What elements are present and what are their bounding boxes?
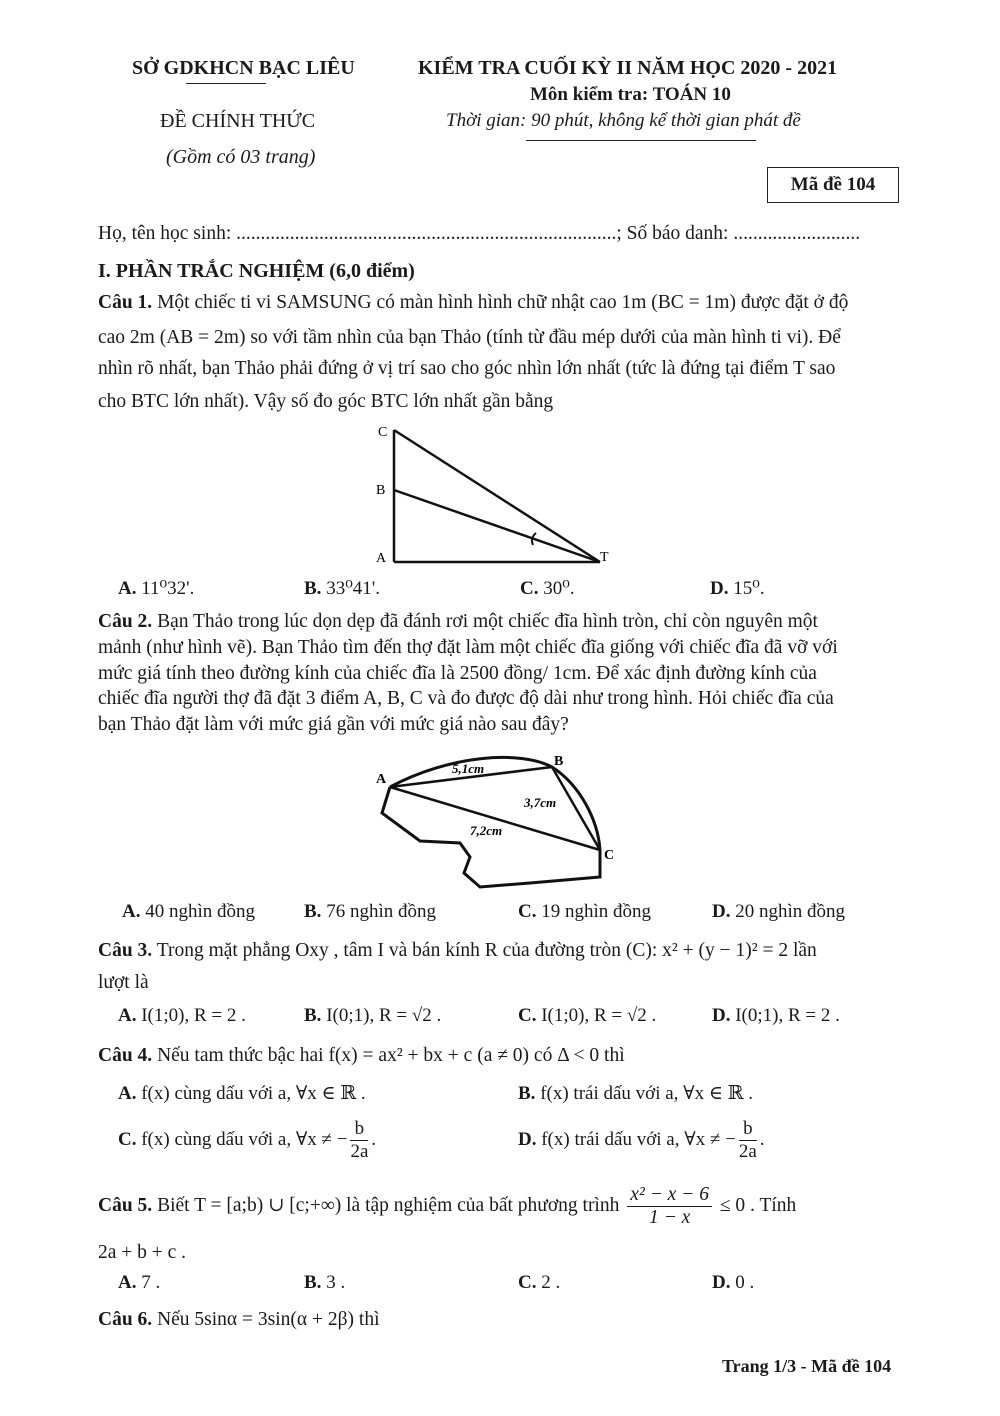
exam-subject: Môn kiểm tra: TOÁN 10 [530, 84, 731, 105]
q2-line-4: chiếc đĩa người thợ đã đặt 3 điểm A, B, C và đo được độ dài như trong hình. Hỏi chiếc đĩa của [98, 688, 834, 709]
q4-d-frac-den: 2a [738, 1141, 757, 1162]
q5-line-1 [98, 1184, 898, 1229]
q3-label: Câu 3. [98, 940, 153, 961]
q1-option-a: A. 11⁰32'. [118, 578, 195, 599]
q3-line-1 [98, 938, 898, 964]
q3-option-c: C. I(1;0), R = √2 . [518, 1005, 657, 1026]
q1-point-a: A [376, 551, 387, 566]
q2-point-c: C [604, 848, 615, 863]
page-footer: Trang 1/3 - Mã đề 104 [722, 1356, 892, 1376]
exam-code-box: Mã đề 104 [767, 167, 899, 203]
q6-text-1: Nếu 5sinα = 3sin(α + 2β) thì [157, 1309, 380, 1330]
q2-option-b: B. 76 nghìn đồng [304, 901, 436, 922]
q2-point-b: B [554, 754, 564, 769]
exam-title: KIỂM TRA CUỐI KỲ II NĂM HỌC 2020 - 2021 [418, 57, 838, 79]
q5-option-c: C. 2 . [518, 1272, 561, 1293]
q1-line-1 [98, 290, 898, 316]
q4-option-c: C. f(x) cùng dấu với a, ∀x ≠ − $\frac{b}{2a}$ . [118, 1118, 377, 1162]
q1-point-b: B [376, 483, 386, 498]
q5-line-2: 2a + b + c . [98, 1242, 187, 1263]
q2-length-ac: 7,2cm [470, 823, 503, 838]
q1-option-c: C. 30⁰. [520, 578, 575, 599]
q5-text-2: ≤ 0 . Tính [719, 1194, 797, 1216]
q2-figure [360, 745, 640, 895]
q2-option-d: D. 20 nghìn đồng [712, 901, 846, 922]
q4-c-frac-num: b [350, 1118, 368, 1141]
q1-option-b: B. 33⁰41'. [304, 578, 380, 599]
q2-text-1: Bạn Thảo trong lúc dọn dẹp đã đánh rơi một chiếc đĩa hình tròn, chỉ còn nguyên một [157, 611, 818, 632]
q3-line-2: lượt là [98, 972, 149, 993]
q3-option-a: A. I(1;0), R = 2 . [118, 1005, 246, 1026]
q1-figure [360, 420, 620, 580]
q4-option-b: B. f(x) trái dấu với a, ∀x ∈ ℝ . [518, 1083, 754, 1104]
official-label: ĐỀ CHÍNH THỨC [160, 110, 316, 132]
q2-line-5: bạn Thảo đặt làm với mức giá gần với mức giá nào sau đây? [98, 714, 569, 735]
q4-option-d: D. f(x) trái dấu với a, ∀x ≠ − $\frac{b}{2a}$ . [518, 1118, 765, 1162]
section-title: I. PHẦN TRẮC NGHIỆM (6,0 điểm) [98, 260, 415, 282]
q2-line-1 [98, 609, 898, 635]
q2-point-a: A [376, 772, 387, 787]
q5-frac-num: x² − x − 6 [627, 1184, 712, 1207]
q1-point-t: T [600, 550, 609, 565]
q5-option-a: A. 7 . [118, 1272, 161, 1293]
q1-point-c: C [378, 425, 388, 440]
q4-text-1: Nếu tam thức bậc hai f(x) = ax² + bx + c (a ≠ 0) có Δ < 0 thì [157, 1045, 625, 1066]
q2-line-2: mảnh (như hình vẽ). Bạn Thảo tìm đến thợ đặt làm một chiếc đĩa giống với chiếc đĩa đã vỡ với [98, 637, 838, 658]
q6-label: Câu 6. [98, 1309, 153, 1330]
q4-c-frac-den: 2a [350, 1141, 369, 1162]
q4-d-frac-num: b [739, 1118, 757, 1141]
q2-line-3: mức giá tính theo đường kính của chiếc đĩa là 2500 đồng/ 1cm. Để xác định đường kính của [98, 663, 817, 684]
q6-line-1 [98, 1307, 898, 1333]
header-underline-left [186, 83, 266, 84]
q3-option-d: D. I(0;1), R = 2 . [712, 1005, 840, 1026]
q1-line-3: nhìn rõ nhất, bạn Thảo phải đứng ở vị trí sao cho góc nhìn lớn nhất (tức là đứng tại điểm T sao [98, 358, 836, 379]
q2-length-bc: 3,7cm [524, 795, 557, 810]
q2-option-c: C. 19 nghìn đồng [518, 901, 652, 922]
q1-line-tc [394, 430, 600, 562]
q5-frac-den: 1 − x [648, 1207, 691, 1228]
q2-label: Câu 2. [98, 611, 153, 632]
q2-option-a: A. 40 nghìn đồng [122, 901, 256, 922]
department-name: SỞ GDKHCN BẠC LIÊU [132, 57, 355, 79]
q1-option-d: D. 15⁰. [710, 578, 765, 599]
page-count: (Gồm có 03 trang) [166, 146, 316, 168]
q4-option-a: A. f(x) cùng dấu với a, ∀x ∈ ℝ . [118, 1083, 366, 1104]
q1-label: Câu 1. [98, 292, 153, 313]
student-info-line: Họ, tên học sinh: ..............................................................................; Số báo danh: .......................... [98, 223, 861, 244]
q5-text-1: Biết T = [a;b) ∪ [c;+∞) là tập nghiệm của bất phương trình [157, 1194, 620, 1216]
q4-label: Câu 4. [98, 1045, 153, 1066]
q4-line-1 [98, 1043, 898, 1069]
q5-option-b: B. 3 . [304, 1272, 346, 1293]
q3-option-b: B. I(0;1), R = √2 . [304, 1005, 442, 1026]
q1-text-1: Một chiếc ti vi SAMSUNG có màn hình hình chữ nhật cao 1m (BC = 1m) được đặt ở độ [157, 292, 849, 313]
q2-length-ab: 5,1cm [452, 761, 485, 776]
q5-option-d: D. 0 . [712, 1272, 755, 1293]
q3-text-1: Trong mặt phẳng Oxy , tâm I và bán kính R của đường tròn (C): x² + (y − 1)² = 2 lần [156, 940, 817, 961]
header-underline-right [526, 140, 756, 141]
q1-line-2: cao 2m (AB = 2m) so với tầm nhìn của bạn Thảo (tính từ đầu mép dưới của màn hình ti vi). Để [98, 327, 841, 348]
q1-line-tb [394, 490, 600, 562]
q1-line-4: cho BTC lớn nhất). Vậy số đo góc BTC lớn nhất gần bằng [98, 391, 554, 412]
q5-label: Câu 5. [98, 1194, 153, 1216]
exam-time: Thời gian: 90 phút, không kể thời gian phát đề [446, 110, 801, 131]
